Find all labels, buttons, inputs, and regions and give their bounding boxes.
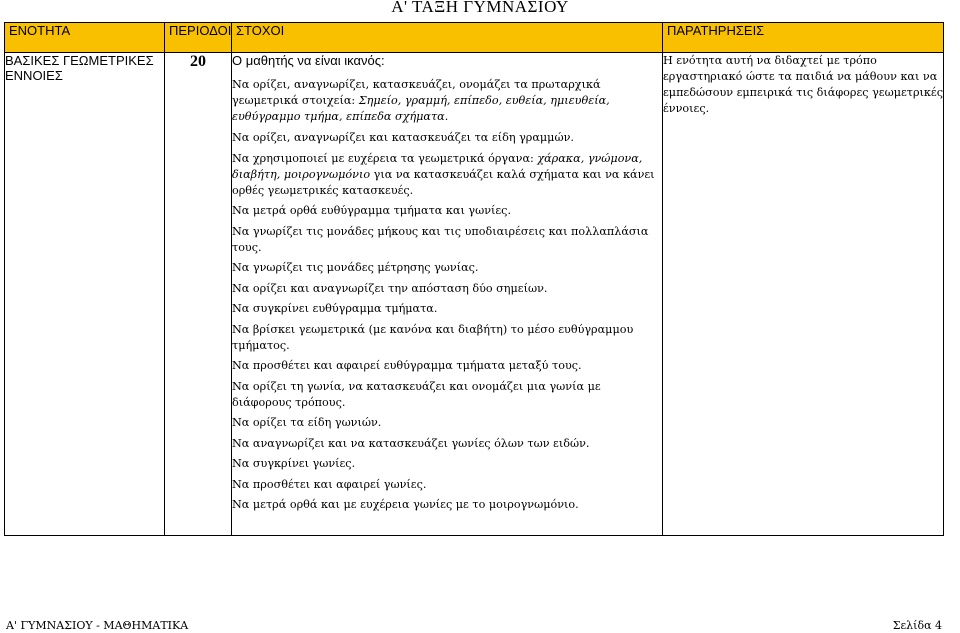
footer-page-number: Σελίδα 4 — [892, 619, 942, 632]
goal-item: Να γνωρίζει τις μονάδες μήκους και τις υποδιαιρέσεις και πολλαπλάσια τους. — [232, 224, 649, 254]
page-title: Α' ΤΑΞΗ ΓΥΜΝΑΣΙΟΥ — [391, 0, 569, 16]
table-header-row — [5, 23, 944, 53]
goal-item: Να μετρά ορθά και με ευχέρεια γωνίες με το μοιρογνωμόνιο. — [232, 498, 579, 511]
header-unit: ΕΝΟΤΗΤΑ — [5, 23, 165, 53]
periods-cell: 20 — [165, 53, 232, 536]
goal-item: Να συγκρίνει ευθύγραμμα τμήματα. — [232, 302, 438, 315]
footer-course: Α' ΓΥΜΝΑΣΙΟΥ - ΜΑΘΗΜΑΤΙΚΑ — [6, 619, 189, 632]
goal-item: Να προσθέτει και αφαιρεί ευθύγραμμα τμήματα μεταξύ τους. — [232, 359, 582, 372]
table-row — [5, 53, 944, 536]
goals-cell — [232, 53, 663, 536]
goal-item: Να προσθέτει και αφαιρεί γωνίες. — [232, 477, 427, 491]
notes-cell: Η ενότητα αυτή να διδαχτεί με τρόπο εργαστηριακό ώστε τα παιδιά να μάθουν και να εμπεδώσουν εμπειρικά τις διάφορες γεωμετρικές έννοιες. — [663, 53, 944, 536]
header-notes: ΠΑΡΑΤΗΡΗΣΕΙΣ — [663, 23, 944, 53]
goal-item: Να συγκρίνει γωνίες. — [232, 457, 356, 470]
goal-item: Να ορίζει τη γωνία, να κατασκευάζει και ονομάζει μια γωνία με διάφορους τρόπους. — [232, 379, 601, 409]
goal-item: Να μετρά ορθά ευθύγραμμα τμήματα και γωνίες. — [232, 204, 511, 217]
goal-item: Να βρίσκει γεωμετρικά (με κανόνα και διαβήτη) το μέσο ευθύγραμμου τμήματος. — [232, 322, 634, 352]
header-periods: ΠΕΡΙΟΔΟΙ — [165, 23, 232, 53]
goal-item: Να ορίζει, αναγνωρίζει και κατασκευάζει τα είδη γραμμών. — [232, 131, 574, 144]
goal-item: Να ορίζει και αναγνωρίζει την απόσταση δύο σημείων. — [232, 281, 548, 295]
header-goals: ΣΤΟΧΟΙ — [232, 23, 663, 53]
goal-item: Να γνωρίζει τις μονάδες μέτρησης γωνίας. — [232, 261, 479, 274]
page-footer — [6, 619, 942, 633]
goal-item: Να ορίζει τα είδη γωνιών. — [232, 416, 382, 429]
goal-item: Να χρησιμοποιεί με ευχέρεια τα γεωμετρικά όργανα: χάρακα, γνώμονα, διαβήτη, μοιρογνωμόνιο για να κατασκευάζει καλά σχήματα και να κάνει ορθές γεωμετρικές κατασκευές. — [232, 151, 655, 197]
curriculum-table — [4, 22, 944, 536]
goal-item: Να αναγνωρίζει και να κατασκευάζει γωνίες όλων των ειδών. — [232, 436, 590, 450]
goals-intro: Ο μαθητής να είναι ικανός: — [232, 53, 385, 68]
unit-cell: ΒΑΣΙΚΕΣ ΓΕΩΜΕΤΡΙΚΕΣ ΕΝΝΟΙΕΣ — [5, 53, 165, 536]
goal-item: Να ορίζει, αναγνωρίζει, κατασκευάζει, ονομάζει τα πρωταρχικά γεωμετρικά στοιχεία: Σημείο, γραμμή, επίπεδο, ευθεία, ημιευθεία, ευθύγραμμο τμήμα, επίπεδα σχήματα. — [232, 78, 610, 123]
